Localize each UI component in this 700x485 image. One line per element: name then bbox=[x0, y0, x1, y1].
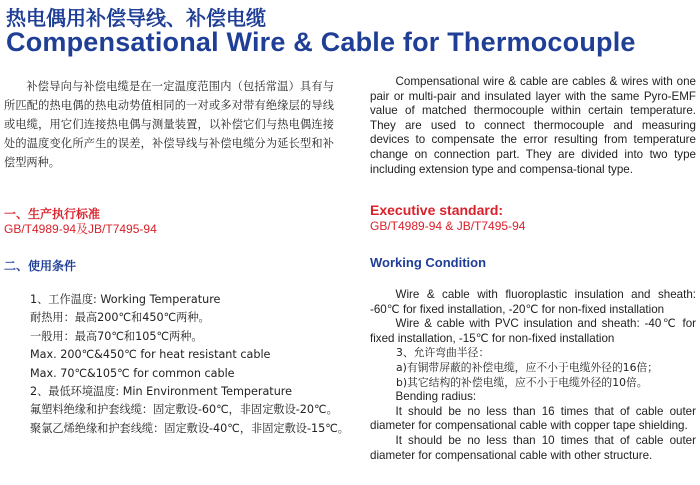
conditions-list-en bbox=[370, 288, 696, 463]
pvc-temperature-text: Wire & cable with PVC insulation and sheath: -40℃ for fixed installation, -15℃ for non-fixed installation bbox=[370, 317, 696, 345]
bending-heading-cn: 3、允许弯曲半径： bbox=[396, 346, 490, 360]
list-item: 聚氯乙烯绝缘和护套线缆：固定敷设-40℃，非固定敷设-15℃。 bbox=[30, 421, 349, 435]
bending-16-times-text: It should be no less than 16 times that of cable outer diameter for compensational cable with copper tape shielding. bbox=[370, 404, 696, 433]
list-item: 1、工作温度: Working Temperature bbox=[30, 293, 221, 306]
conditions-list-cn bbox=[4, 291, 349, 438]
bending-item-a-cn: a)有铜带屏蔽的补偿电缆，应不小于电缆外径的16倍； bbox=[396, 360, 659, 374]
list-item: Max. 70℃&105℃ for common cable bbox=[30, 366, 235, 380]
standard-heading-en: Executive standard: bbox=[370, 202, 504, 218]
list-item: 耐热用：最高200℃和450℃两种。 bbox=[30, 311, 210, 325]
standard-value-en: GB/T4989-94 & JB/T7495-94 bbox=[370, 219, 526, 233]
list-item: 一般用：最高70℃和105℃两种。 bbox=[30, 329, 203, 343]
page-title-en: Compensational Wire & Cable for Thermocouple bbox=[6, 27, 636, 57]
intro-paragraph-en: Compensational wire & cable are cables & wires with one pair or multi-pair and insulated layer with the same Pyro-EMF value of matched thermocouple within certain temperature. They are used to connect thermocouple and measuring devices to compensate the error resulting from temperature change on connection part. They are divided into two type including extension type and compensa-tional type. bbox=[370, 75, 696, 176]
bending-heading-en: Bending radius: bbox=[395, 390, 477, 404]
conditions-heading-cn: 二、使用条件 bbox=[4, 259, 77, 273]
conditions-heading-en: Working Condition bbox=[370, 255, 487, 270]
list-item: 氟塑料绝缘和护套线缆：固定敷设-60℃，非固定敷设-20℃。 bbox=[30, 403, 338, 417]
bending-10-times-text: It should be no less than 10 times that of cable outer diameter for compensational cable with other structure. bbox=[370, 433, 696, 462]
list-item: 2、最低环境温度: Min Environment Temperature bbox=[30, 385, 293, 399]
standard-value-cn: GB/T4989-94及JB/T7495-94 bbox=[4, 222, 157, 236]
standard-heading-cn: 一、生产执行标准 bbox=[4, 207, 101, 221]
intro-paragraph-cn: 补偿导向与补偿电缆是在一定温度范围内（包括常温）具有与所匹配的热电偶的热电动势值相同的一对或多对带有绝缘层的导线或电缆，用它们连接热电偶与测量装置，以补偿它们与热电偶连接处的温度变化所产生的误差，补偿导线与补偿电缆分为延长型和补偿型两种。 bbox=[4, 80, 334, 169]
bending-item-b-cn: b)其它结构的补偿电缆，应不小于电缆外径的10倍。 bbox=[396, 375, 648, 389]
list-item: Max. 200℃&450℃ for heat resistant cable bbox=[30, 348, 271, 362]
page-title-cn: 热电偶用补偿导线、补偿电缆 bbox=[6, 6, 266, 30]
fluoroplastic-temperature-text: Wire & cable with fluoroplastic insulation and sheath: -60℃ for fixed installation, -20℃ for non-fixed installation bbox=[370, 288, 696, 316]
